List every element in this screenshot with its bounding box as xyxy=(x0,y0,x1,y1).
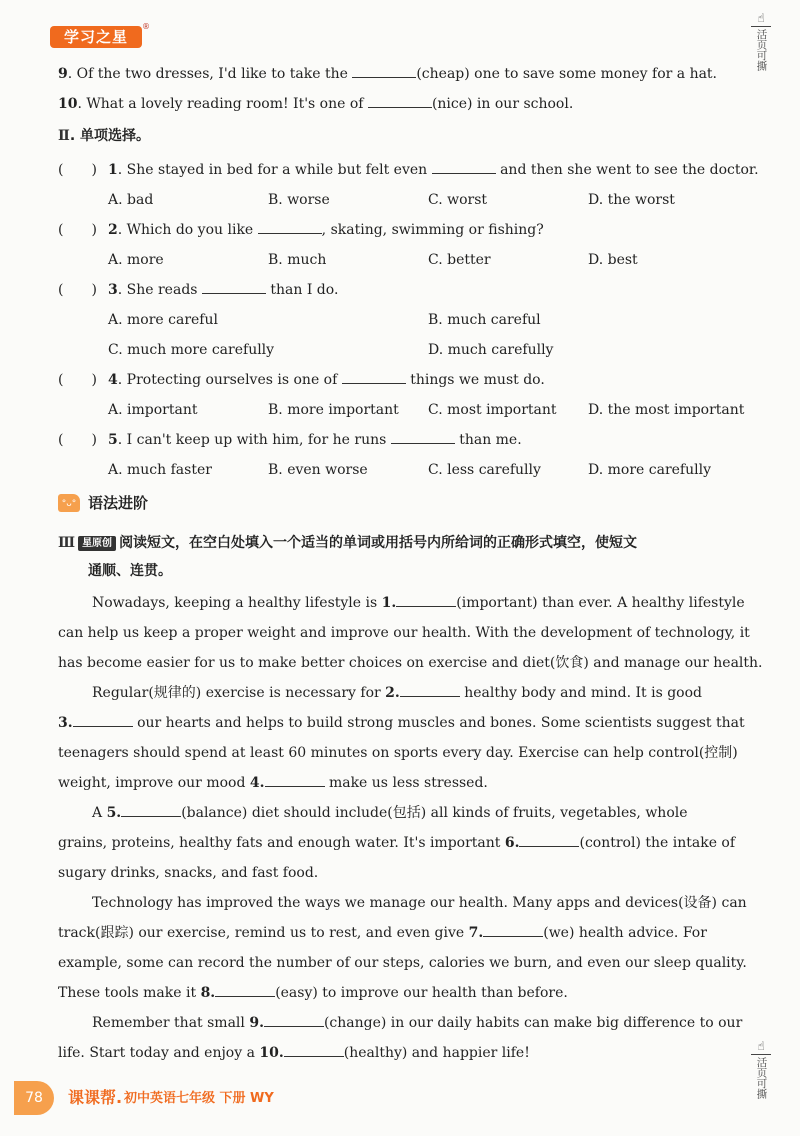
answer-blank[interactable] xyxy=(519,830,579,847)
option-a[interactable]: A. much faster xyxy=(108,462,212,478)
answer-paren[interactable]: ( ) xyxy=(58,432,97,448)
option-a[interactable]: A. important xyxy=(108,402,198,418)
blank-number: 8. xyxy=(200,985,216,1001)
passage-line: can help us keep a proper weight and improve our health. With the development of technology, it xyxy=(58,625,750,641)
section-2-heading: Ⅱ. 单项选择。 xyxy=(58,128,151,144)
answer-blank[interactable] xyxy=(264,1010,324,1027)
mc-question-3: ( ) 3. She reads than I do. xyxy=(58,275,758,305)
passage-line: weight, improve our mood 4. make us less stressed. xyxy=(58,768,758,798)
fill-question-9: 9. Of the two dresses, I'd like to take the (cheap) one to save some money for a hat. xyxy=(58,59,758,89)
answer-blank[interactable] xyxy=(400,680,460,697)
option-d[interactable]: D. more carefully xyxy=(588,462,711,478)
option-a[interactable]: A. bad xyxy=(108,192,154,208)
blank-number: 1. xyxy=(381,595,397,611)
tear-label: 活页可撕 xyxy=(755,29,768,71)
passage-line: These tools make it 8. (easy) to improve our health than before. xyxy=(58,978,758,1008)
blank-number: 2. xyxy=(385,685,400,701)
question-blank xyxy=(432,157,496,174)
answer-paren[interactable]: ( ) xyxy=(58,162,97,178)
passage-line: teenagers should spend at least 60 minutes on sports every day. Exercise can help control(控制) xyxy=(58,745,738,761)
answer-paren[interactable]: ( ) xyxy=(58,222,97,238)
option-b[interactable]: B. much xyxy=(268,252,327,268)
passage-line: example, some can record the number of our steps, calories we burn, and even our sleep quality. xyxy=(58,955,747,971)
option-d[interactable]: D. the most important xyxy=(588,402,745,418)
blank-number: 4. xyxy=(249,775,265,791)
passage-line: Nowadays, keeping a healthy lifestyle is 1. (important) than ever. A healthy lifestyle xyxy=(92,588,758,618)
passage-line: sugary drinks, snacks, and fast food. xyxy=(58,865,319,881)
option-c[interactable]: C. less carefully xyxy=(428,462,541,478)
answer-blank[interactable] xyxy=(396,590,456,607)
passage-line: track(跟踪) our exercise, remind us to rest, and even give 7. (we) health advice. For xyxy=(58,918,758,948)
passage-line: 3. our hearts and helps to build strong muscles and bones. Some scientists suggest that xyxy=(58,708,758,738)
star-original-tag: 星原创 xyxy=(78,536,116,551)
option-b[interactable]: B. much careful xyxy=(428,312,541,328)
mc-question-1: ( ) 1. She stayed in bed for a while but felt even and then she went to see the doctor. xyxy=(58,155,758,185)
passage-line: grains, proteins, healthy fats and enough water. It's important 6. (control) the intake of xyxy=(58,828,758,858)
hand-icon: ☝ xyxy=(757,1039,765,1053)
passage-line: life. Start today and enjoy a 10. (healthy) and happier life! xyxy=(58,1038,758,1068)
blank-number: 7. xyxy=(468,925,484,941)
answer-blank[interactable] xyxy=(352,61,416,78)
section-3-instruction: Ⅲ 星原创 阅读短文，在空白处填入一个适当的单词或用括号内所给词的正确形式填空，使短文 xyxy=(58,535,638,551)
option-d[interactable]: D. the worst xyxy=(588,192,675,208)
question-blank xyxy=(202,277,266,294)
option-a[interactable]: A. more careful xyxy=(108,312,218,328)
passage-line: Remember that small 9. (change) in our daily habits can make big difference to our xyxy=(92,1008,758,1038)
blank-number: 3. xyxy=(58,715,73,731)
option-c[interactable]: C. much more carefully xyxy=(108,342,275,358)
option-d[interactable]: D. much carefully xyxy=(428,342,554,358)
question-blank xyxy=(391,427,455,444)
answer-blank[interactable] xyxy=(368,91,432,108)
option-c[interactable]: C. worst xyxy=(428,192,488,208)
answer-paren[interactable]: ( ) xyxy=(58,372,97,388)
answer-blank[interactable] xyxy=(284,1040,344,1057)
grammar-folder-icon: °ᴗ° xyxy=(58,494,80,512)
page-number: 78 xyxy=(14,1081,54,1115)
option-a[interactable]: A. more xyxy=(108,252,164,268)
option-b[interactable]: B. more important xyxy=(268,402,399,418)
blank-number: 5. xyxy=(106,805,122,821)
blank-number: 10. xyxy=(259,1045,284,1061)
passage-line: A 5. (balance) diet should include(包括) all kinds of fruits, vegetables, whole xyxy=(92,798,758,828)
hand-icon: ☝ xyxy=(757,11,765,25)
fill-question-10: 10. What a lovely reading room! It's one of (nice) in our school. xyxy=(58,89,758,119)
option-b[interactable]: B. even worse xyxy=(268,462,368,478)
mc-question-2: ( ) 2. Which do you like , skating, swimming or fishing? xyxy=(58,215,758,245)
tear-dash xyxy=(751,26,771,27)
footer-brand: 课课帮. xyxy=(68,1088,123,1107)
answer-paren[interactable]: ( ) xyxy=(58,282,97,298)
answer-blank[interactable] xyxy=(483,920,543,937)
option-c[interactable]: C. most important xyxy=(428,402,557,418)
section-3-instruction-cont: 通顺、连贯。 xyxy=(88,563,172,579)
passage-line: has become easier for us to make better choices on exercise and diet(饮食) and manage our health. xyxy=(58,655,763,671)
grammar-section-title: 语法进阶 xyxy=(88,494,149,512)
passage-line: Technology has improved the ways we manage our health. Many apps and devices(设备) can xyxy=(92,895,747,911)
option-d[interactable]: D. best xyxy=(588,252,638,268)
answer-blank[interactable] xyxy=(215,980,275,997)
footer-book-title: 初中英语七年级 下册 WY xyxy=(124,1091,274,1106)
question-blank xyxy=(258,217,322,234)
tear-label: 活页可撕 xyxy=(755,1057,768,1099)
answer-blank[interactable] xyxy=(265,770,325,787)
mc-question-5: ( ) 5. I can't keep up with him, for he runs than me. xyxy=(58,425,758,455)
option-b[interactable]: B. worse xyxy=(268,192,330,208)
mc-question-4: ( ) 4. Protecting ourselves is one of things we must do. xyxy=(58,365,758,395)
registered-mark: ® xyxy=(142,22,150,31)
publisher-logo: 学习之星 xyxy=(50,26,142,48)
blank-number: 9. xyxy=(249,1015,264,1031)
answer-blank[interactable] xyxy=(73,710,133,727)
answer-blank[interactable] xyxy=(121,800,181,817)
blank-number: 6. xyxy=(504,835,520,851)
question-blank xyxy=(342,367,406,384)
passage-line: Regular(规律的) exercise is necessary for 2. healthy body and mind. It is good xyxy=(92,678,758,708)
option-c[interactable]: C. better xyxy=(428,252,491,268)
